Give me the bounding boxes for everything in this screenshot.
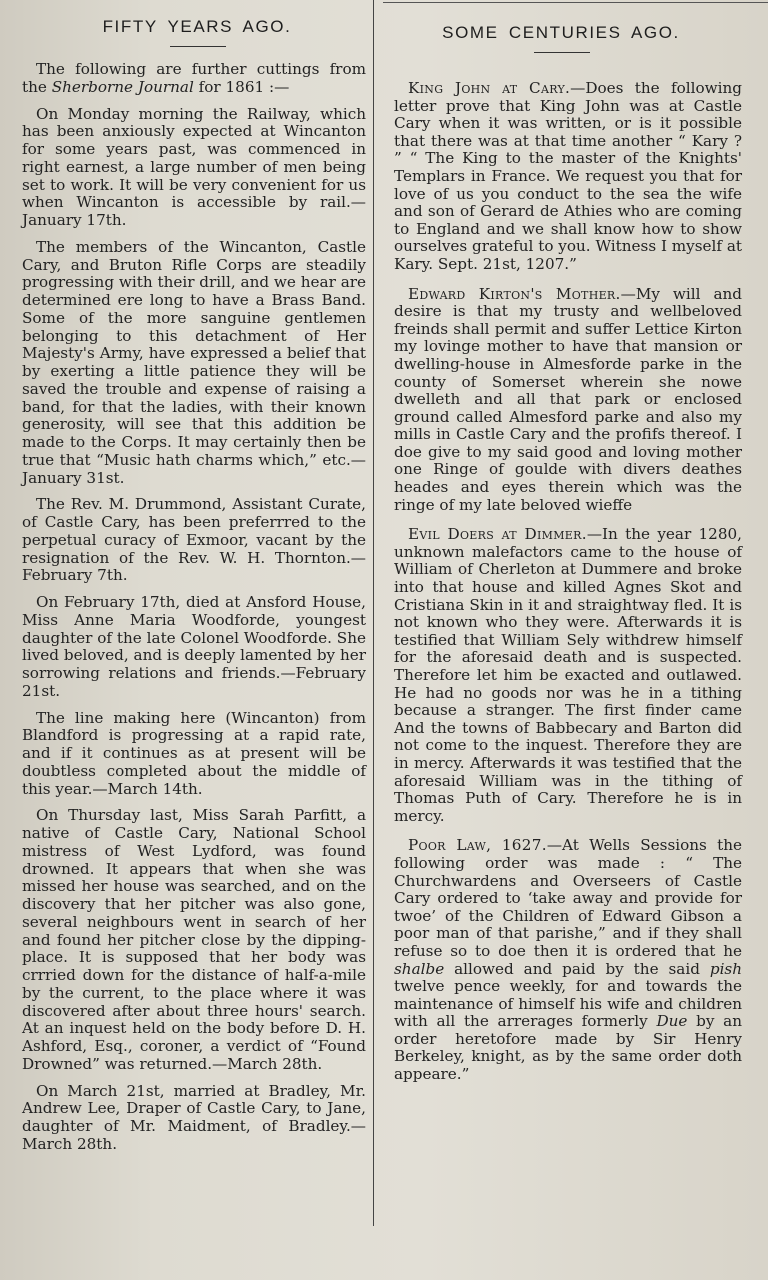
item-body: allowed and paid by the said [444, 959, 710, 978]
left-column-heading: FIFTY YEARS AGO. [102, 17, 292, 36]
intro-text: The following are further cuttings from the [22, 60, 366, 96]
item-body-italic: shalbe [394, 959, 445, 978]
right-column-heading: SOME CENTURIES AGO. [442, 23, 680, 42]
column-divider [373, 0, 374, 1226]
item-body: —My will and desire is that my trusty and wellbeloved freinds shall permit and suffer Lettice Kirton my lovinge mother to have that mansion or dwelling-house in Almesforde parke in the county of Somerset wherein she nowe dwelleth and all that park or enclosed ground called Almesford parke and also my mills in Castle Cary and the profifs thereof. I doe give to my said good and loving mother one Ringe of goulde with divers deathes heades and eyes therein which was the ringe of my late beloved wieffe [394, 284, 743, 514]
item-body-italic: Due [656, 1012, 688, 1031]
cutting-railway: On Monday morning the Railway, which has been anxiously expected at Wincanton for some years past, was commenced in right earnest, a large number of men being set to work. It will be very convenient for us when Wincanton is accessible by rail.—January 17th. [22, 104, 366, 229]
left-column [22, 0, 372, 1163]
item-evil-doers [394, 526, 742, 825]
intro-text-end: for 1861 :— [193, 77, 290, 96]
item-heading: King John at Cary. [408, 79, 571, 97]
cutting-lee-marriage: On March 21st, married at Bradley, Mr. Andrew Lee, Draper of Castle Cary, to Jane, daughter of Mr. Maidment, of Bradley.—March 28th. [22, 1081, 366, 1153]
cutting-rifle-corps: The members of the Wincanton, Castle Cary, and Bruton Rifle Corps are steadily progressing with their drill, and we hear are determined ere long to have a Brass Band. Some of the more sanguine gentlemen belonging to this detachment of Her Majesty's Army, have expressed a belief that by exerting a little patience they will be saved the trouble and expense of raising a band, for that the ladies, with their known generosity, will see that this addition be made to the Corps. It may certainly then be true that “Music hath charms which,” etc.—January 31st. [22, 237, 366, 487]
item-body: —In the year 1280, unknown malefactors came to the house of William of Cherleton at Dummere and broke into that house and killed Agnes Skot and Cristiana Skin in it and straightway fled. It is not known who they were. Afterwards it is testified that William Sely withdrew himself for the aforesaid death and is suspected. Therefore let him be exacted and outlawed. He had no goods nor was he in a tithing because a stranger. The first finder came And the towns of Babbecary and Barton did not come to the inquest. Therefore they are in mercy. Afterwards it was testified that the aforesaid William was in the tithing of Thomas Puth of Cary. Therefore he is in mercy. [394, 525, 742, 825]
item-heading: Edward Kirton's Mother. [408, 284, 621, 303]
intro-paragraph [22, 61, 366, 97]
item-heading: Poor Law, 1627. [408, 836, 547, 855]
intro-source-title: Sherborne Journal [51, 77, 194, 96]
item-heading: Evil Doers at Dimmer. [408, 525, 587, 544]
cutting-woodforde: On February 17th, died at Ansford House, Miss Anne Maria Woodforde, youngest daughter of the late Colonel Woodforde. She lived beloved, and is deeply lamented by her sorrowing relations and friends.—February 21st. [22, 593, 366, 700]
right-heading-rule [534, 52, 590, 53]
right-column [394, 0, 742, 1096]
cutting-parfitt: On Thursday last, Miss Sarah Parfitt, a native of Castle Cary, National School mistress of West Lydford, was found drowned. It appears that when she was missed her house was searched, and on the discovery that her pitcher was also gone, several neighbours went in search of her and found her pitcher close by the dipping-place. It is supposed that her body was crrried down for the distance of half-a-mile by the current, to the place where it was discovered after about three hours' search. At an inquest held on the body before D. H. Ashford, Esq., coroner, a verdict of “Found Drowned” was returned.—March 28th. [22, 806, 366, 1073]
left-heading-rule [170, 46, 226, 47]
item-king-john [394, 80, 742, 274]
item-body-italic: pish [709, 959, 742, 978]
item-body: by an order heretofore made by Sir Henry Berkeley, knight, as by the same order doth appeare.” [394, 1012, 742, 1084]
cutting-blandford-line: The line making here (Wincanton) from Blandford is progressing at a rapid rate, and if it continues as at present will be doubtless completed about the middle of this year.—March 14th. [22, 708, 366, 798]
item-body: —Does the following letter prove that King John was at Castle Cary when it was written, or is it possible that there was at that time another “ Kary ? ” “ The King to the master of the Knights' Templars in France. We request you that for love of us you conduct to the sea the wife and son of Gerard de Athies who are coming to England and we shall know how to show ourselves grateful to you. Witness I myself at Kary. Sept. 21st, 1207.” [394, 79, 743, 273]
item-body: twelve pence weekly, for and towards the maintenance of himself his wife and children with all the arrerages formerly [394, 977, 742, 1031]
cutting-drummond: The Rev. M. Drummond, Assistant Curate, of Castle Cary, has been preferrred to the perpetual curacy of Exmoor, vacant by the resignation of the Rev. W. H. Thornton.—February 7th. [22, 495, 366, 585]
item-poor-law [394, 837, 742, 1083]
item-kirton-mother [394, 286, 742, 515]
item-body: —At Wells Sessions the following order was made : “ The Churchwardens and Overseers of Castle Cary ordered to ‘take away and provide for twoe’ of the Children of Edward Gibson a poor man of that parishe,” and if they shall refuse so to doe then it is ordered that he [394, 836, 742, 960]
